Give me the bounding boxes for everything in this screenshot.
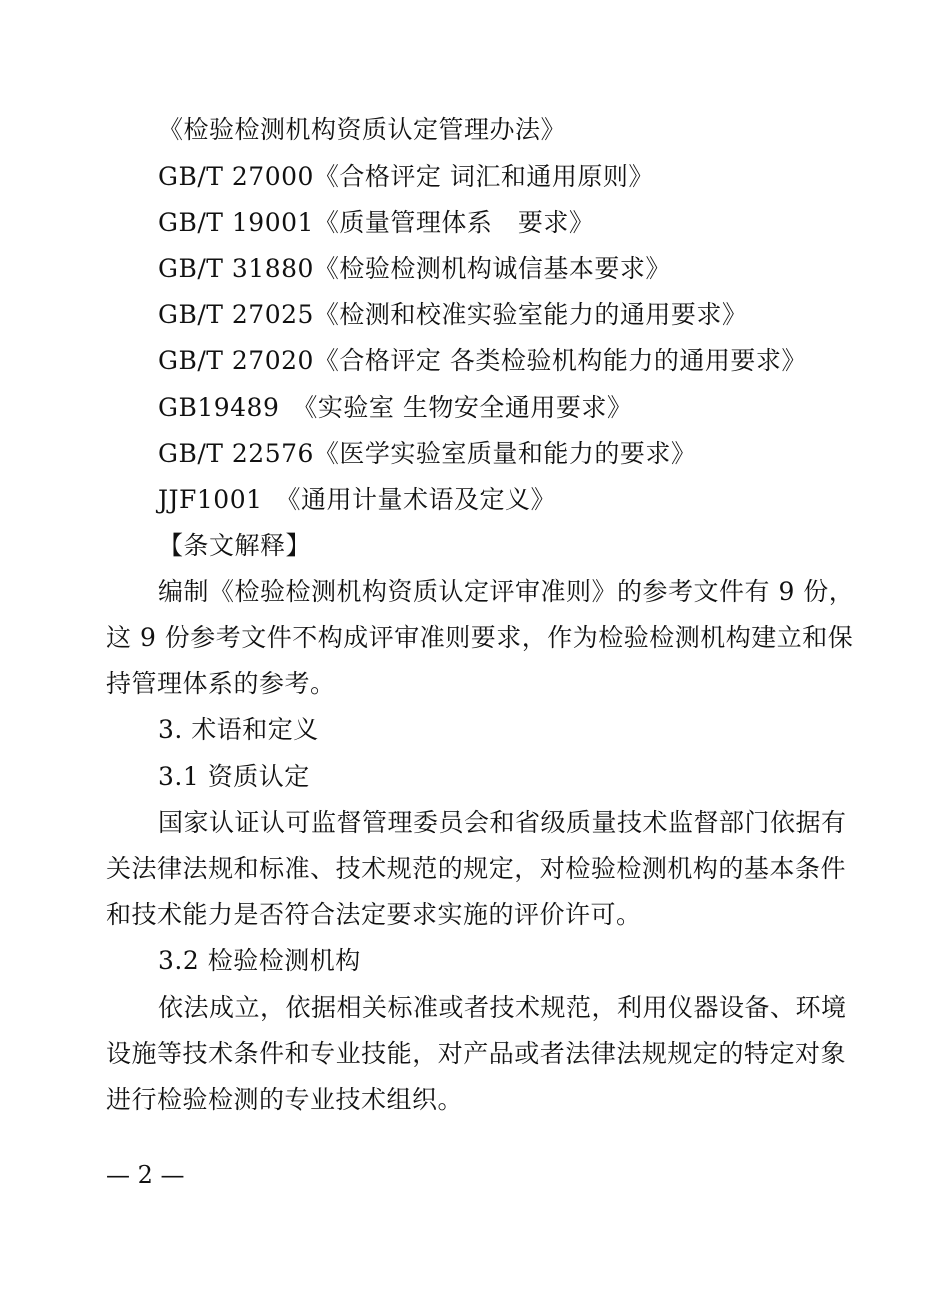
definition-line: 关法律法规和标准、技术规范的规定，对检验检测机构的基本条件 [106, 854, 846, 883]
page-number: — 2 — [106, 1161, 185, 1189]
reference-item: GB/T 27020《合格评定 各类检验机构能力的通用要求》 [158, 346, 807, 375]
reference-item: GB/T 31880《检验检测机构诚信基本要求》 [158, 254, 671, 283]
reference-item: JJF1001 《通用计量术语及定义》 [158, 485, 557, 514]
subsection-heading: 3.2 检验检测机构 [158, 946, 361, 975]
interpretation-heading: 【条文解释】 [158, 531, 312, 560]
reference-item: 《检验检测机构资质认定管理办法》 [158, 115, 567, 144]
reference-item: GB/T 19001《质量管理体系 要求》 [158, 208, 595, 237]
definition-line: 和技术能力是否符合法定要求实施的评价许可。 [106, 900, 642, 929]
subsection-heading: 3.1 资质认定 [158, 762, 310, 791]
interpretation-line: 持管理体系的参考。 [106, 669, 336, 698]
definition-line: 进行检验检测的专业技术组织。 [106, 1085, 464, 1114]
reference-item: GB/T 22576《医学实验室质量和能力的要求》 [158, 439, 697, 468]
reference-item: GB/T 27000《合格评定 词汇和通用原则》 [158, 162, 654, 191]
definition-line: 国家认证认可监督管理委员会和省级质量技术监督部门依据有 [158, 808, 847, 837]
reference-item: GB/T 27025《检测和校准实验室能力的通用要求》 [158, 300, 748, 329]
interpretation-line: 这 9 份参考文件不构成评审准则要求，作为检验检测机构建立和保 [106, 623, 854, 652]
section-heading: 3. 术语和定义 [158, 715, 319, 744]
definition-line: 设施等技术条件和专业技能，对产品或者法律法规规定的特定对象 [106, 1039, 846, 1068]
interpretation-line: 编制《检验检测机构资质认定评审准则》的参考文件有 9 份， [158, 577, 855, 606]
definition-line: 依法成立，依据相关标准或者技术规范，利用仪器设备、环境 [158, 993, 847, 1022]
reference-item: GB19489 《实验室 生物安全通用要求》 [158, 393, 633, 422]
